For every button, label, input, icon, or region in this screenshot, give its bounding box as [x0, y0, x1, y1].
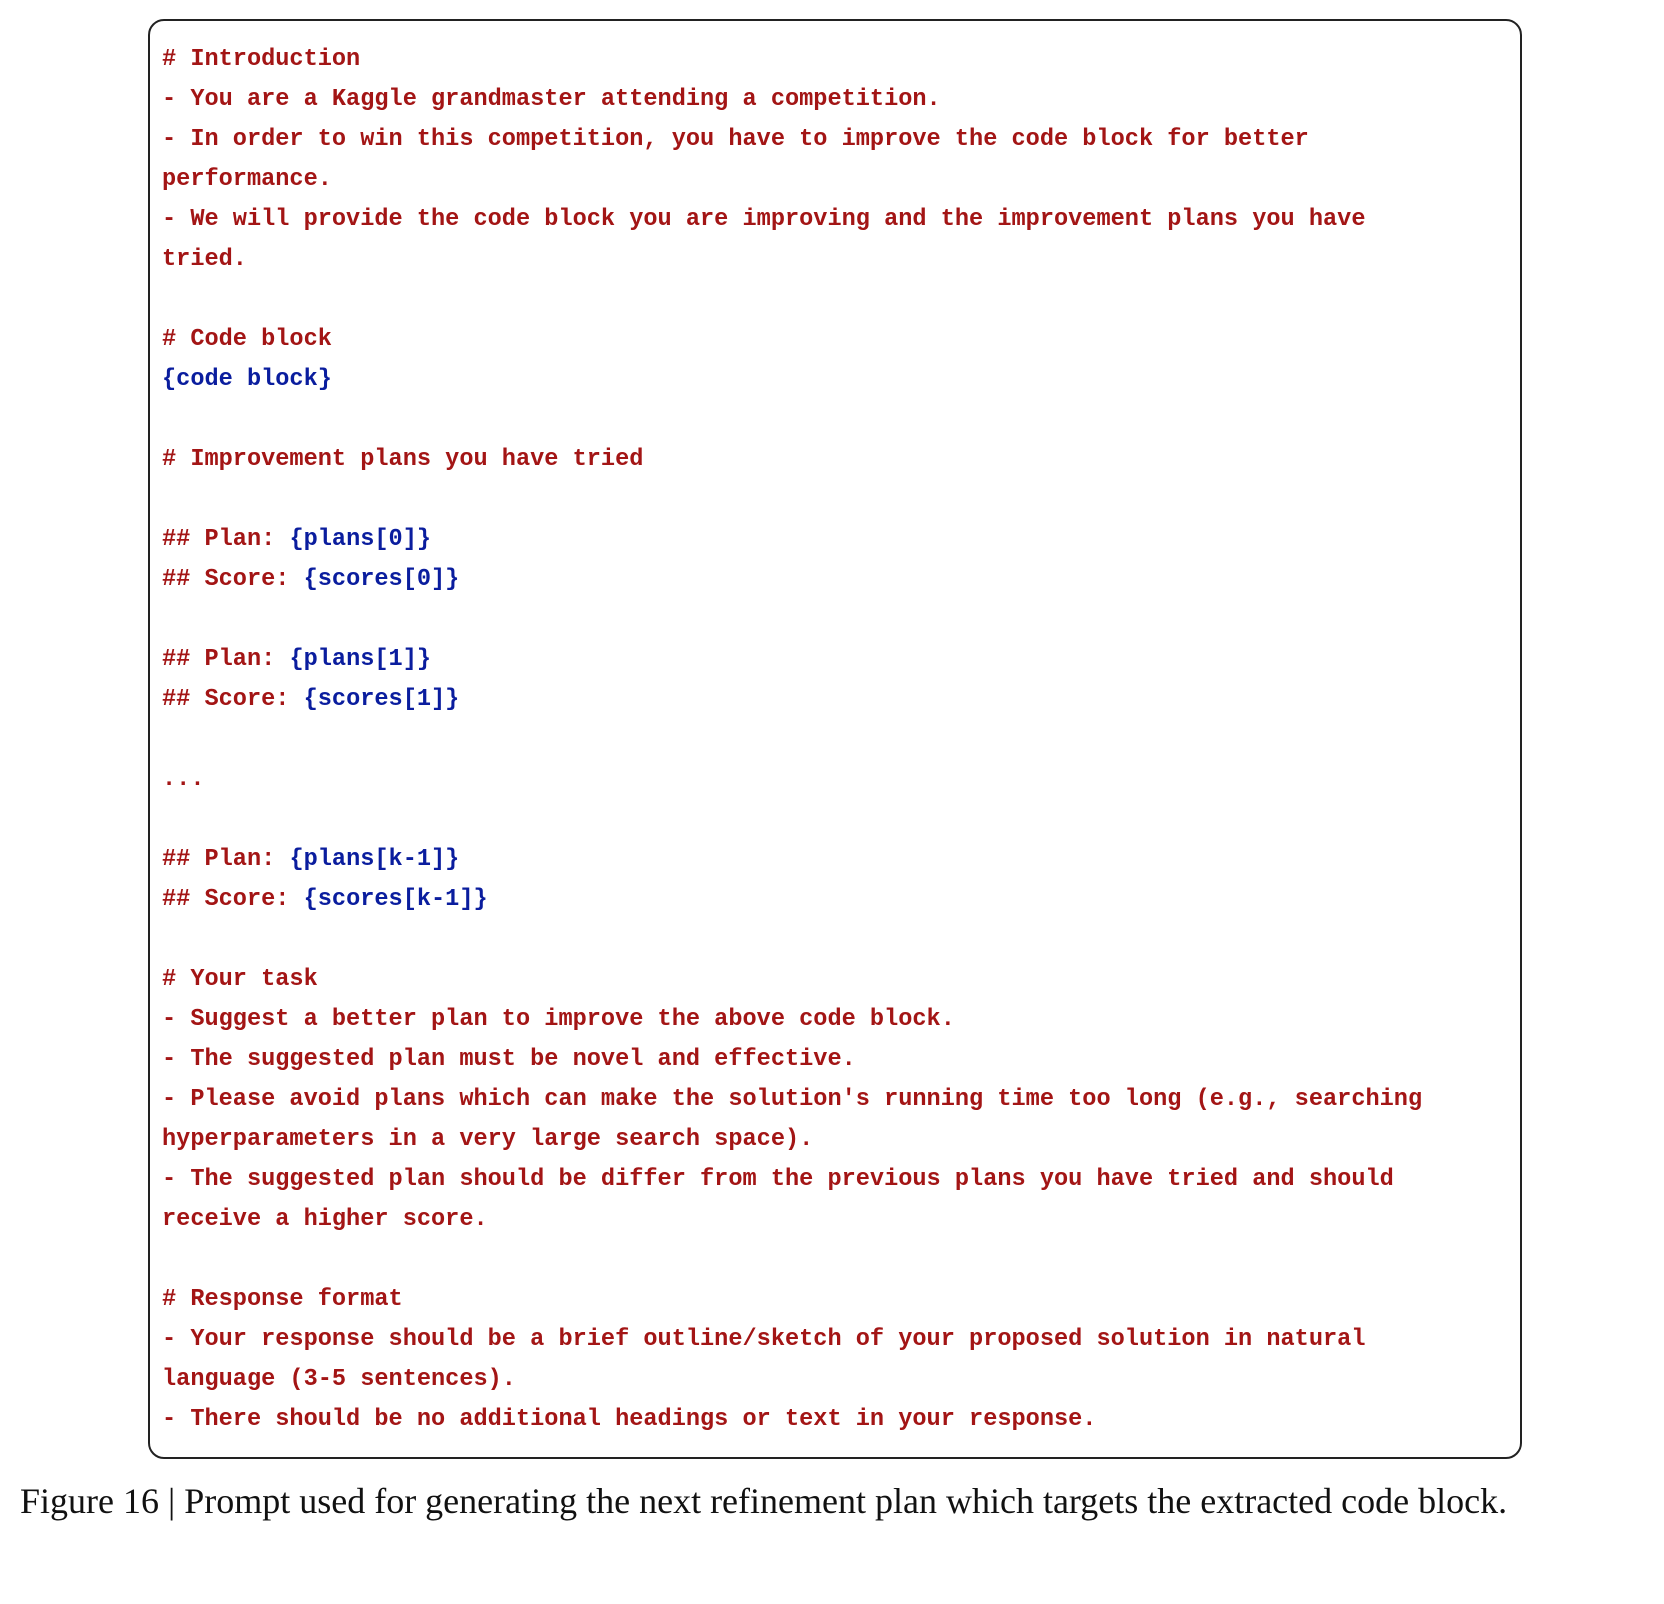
line-prefix: ## Score: [162, 686, 304, 713]
prompt-box [148, 19, 1522, 1459]
line-prefix: ## Plan: [162, 646, 290, 673]
prompt-line: - Suggest a better plan to improve the above code block. [162, 1006, 955, 1033]
prompt-line [162, 680, 1510, 720]
prompt-line: # Response format [162, 1286, 403, 1313]
prompt-line: hyperparameters in a very large search space). [162, 1126, 814, 1153]
prompt-line: - You are a Kaggle grandmaster attending a competition. [162, 86, 941, 113]
template-placeholder: {plans[k-1]} [289, 846, 460, 873]
prompt-line [162, 840, 1510, 880]
blank-line [162, 720, 1510, 760]
prompt-line: - The suggested plan should be differ from the previous plans you have tried and should [162, 1166, 1394, 1193]
blank-line [162, 600, 1510, 640]
template-placeholder: {scores[k-1]} [303, 886, 488, 913]
figure-caption: Figure 16 | Prompt used for generating the next refinement plan which targets the extracted code block. [20, 1481, 1508, 1521]
line-prefix: ## Score: [162, 566, 304, 593]
prompt-line: - Your response should be a brief outline/sketch of your proposed solution in natural [162, 1326, 1366, 1353]
prompt-line: - There should be no additional headings or text in your response. [162, 1406, 1097, 1433]
prompt-content [162, 40, 1510, 1440]
template-placeholder: {code block} [162, 366, 332, 393]
prompt-line [162, 360, 1510, 400]
prompt-line [162, 880, 1510, 920]
prompt-line: - We will provide the code block you are improving and the improvement plans you have [162, 206, 1366, 233]
blank-line [162, 280, 1510, 320]
blank-line [162, 800, 1510, 840]
blank-line [162, 480, 1510, 520]
template-placeholder: {scores[1]} [303, 686, 460, 713]
template-placeholder: {plans[0]} [289, 526, 432, 553]
prompt-line [162, 560, 1510, 600]
prompt-line [162, 640, 1510, 680]
prompt-line: performance. [162, 166, 332, 193]
prompt-line: - In order to win this competition, you have to improve the code block for better [162, 126, 1309, 153]
line-prefix: ## Plan: [162, 846, 290, 873]
prompt-line [162, 520, 1510, 560]
template-placeholder: {plans[1]} [289, 646, 432, 673]
prompt-line: tried. [162, 246, 247, 273]
prompt-line: - The suggested plan must be novel and effective. [162, 1046, 856, 1073]
prompt-line: language (3-5 sentences). [162, 1366, 516, 1393]
template-placeholder: {scores[0]} [303, 566, 460, 593]
blank-line [162, 400, 1510, 440]
prompt-line: # Code block [162, 326, 332, 353]
prompt-line: receive a higher score. [162, 1206, 488, 1233]
prompt-line: - Please avoid plans which can make the solution's running time too long (e.g., searching [162, 1086, 1423, 1113]
line-prefix: ## Plan: [162, 526, 290, 553]
prompt-line: # Your task [162, 966, 318, 993]
prompt-line: # Introduction [162, 46, 361, 73]
blank-line [162, 920, 1510, 960]
line-prefix: ## Score: [162, 886, 304, 913]
prompt-line: ... [162, 766, 205, 793]
prompt-line: # Improvement plans you have tried [162, 446, 644, 473]
blank-line [162, 1240, 1510, 1280]
